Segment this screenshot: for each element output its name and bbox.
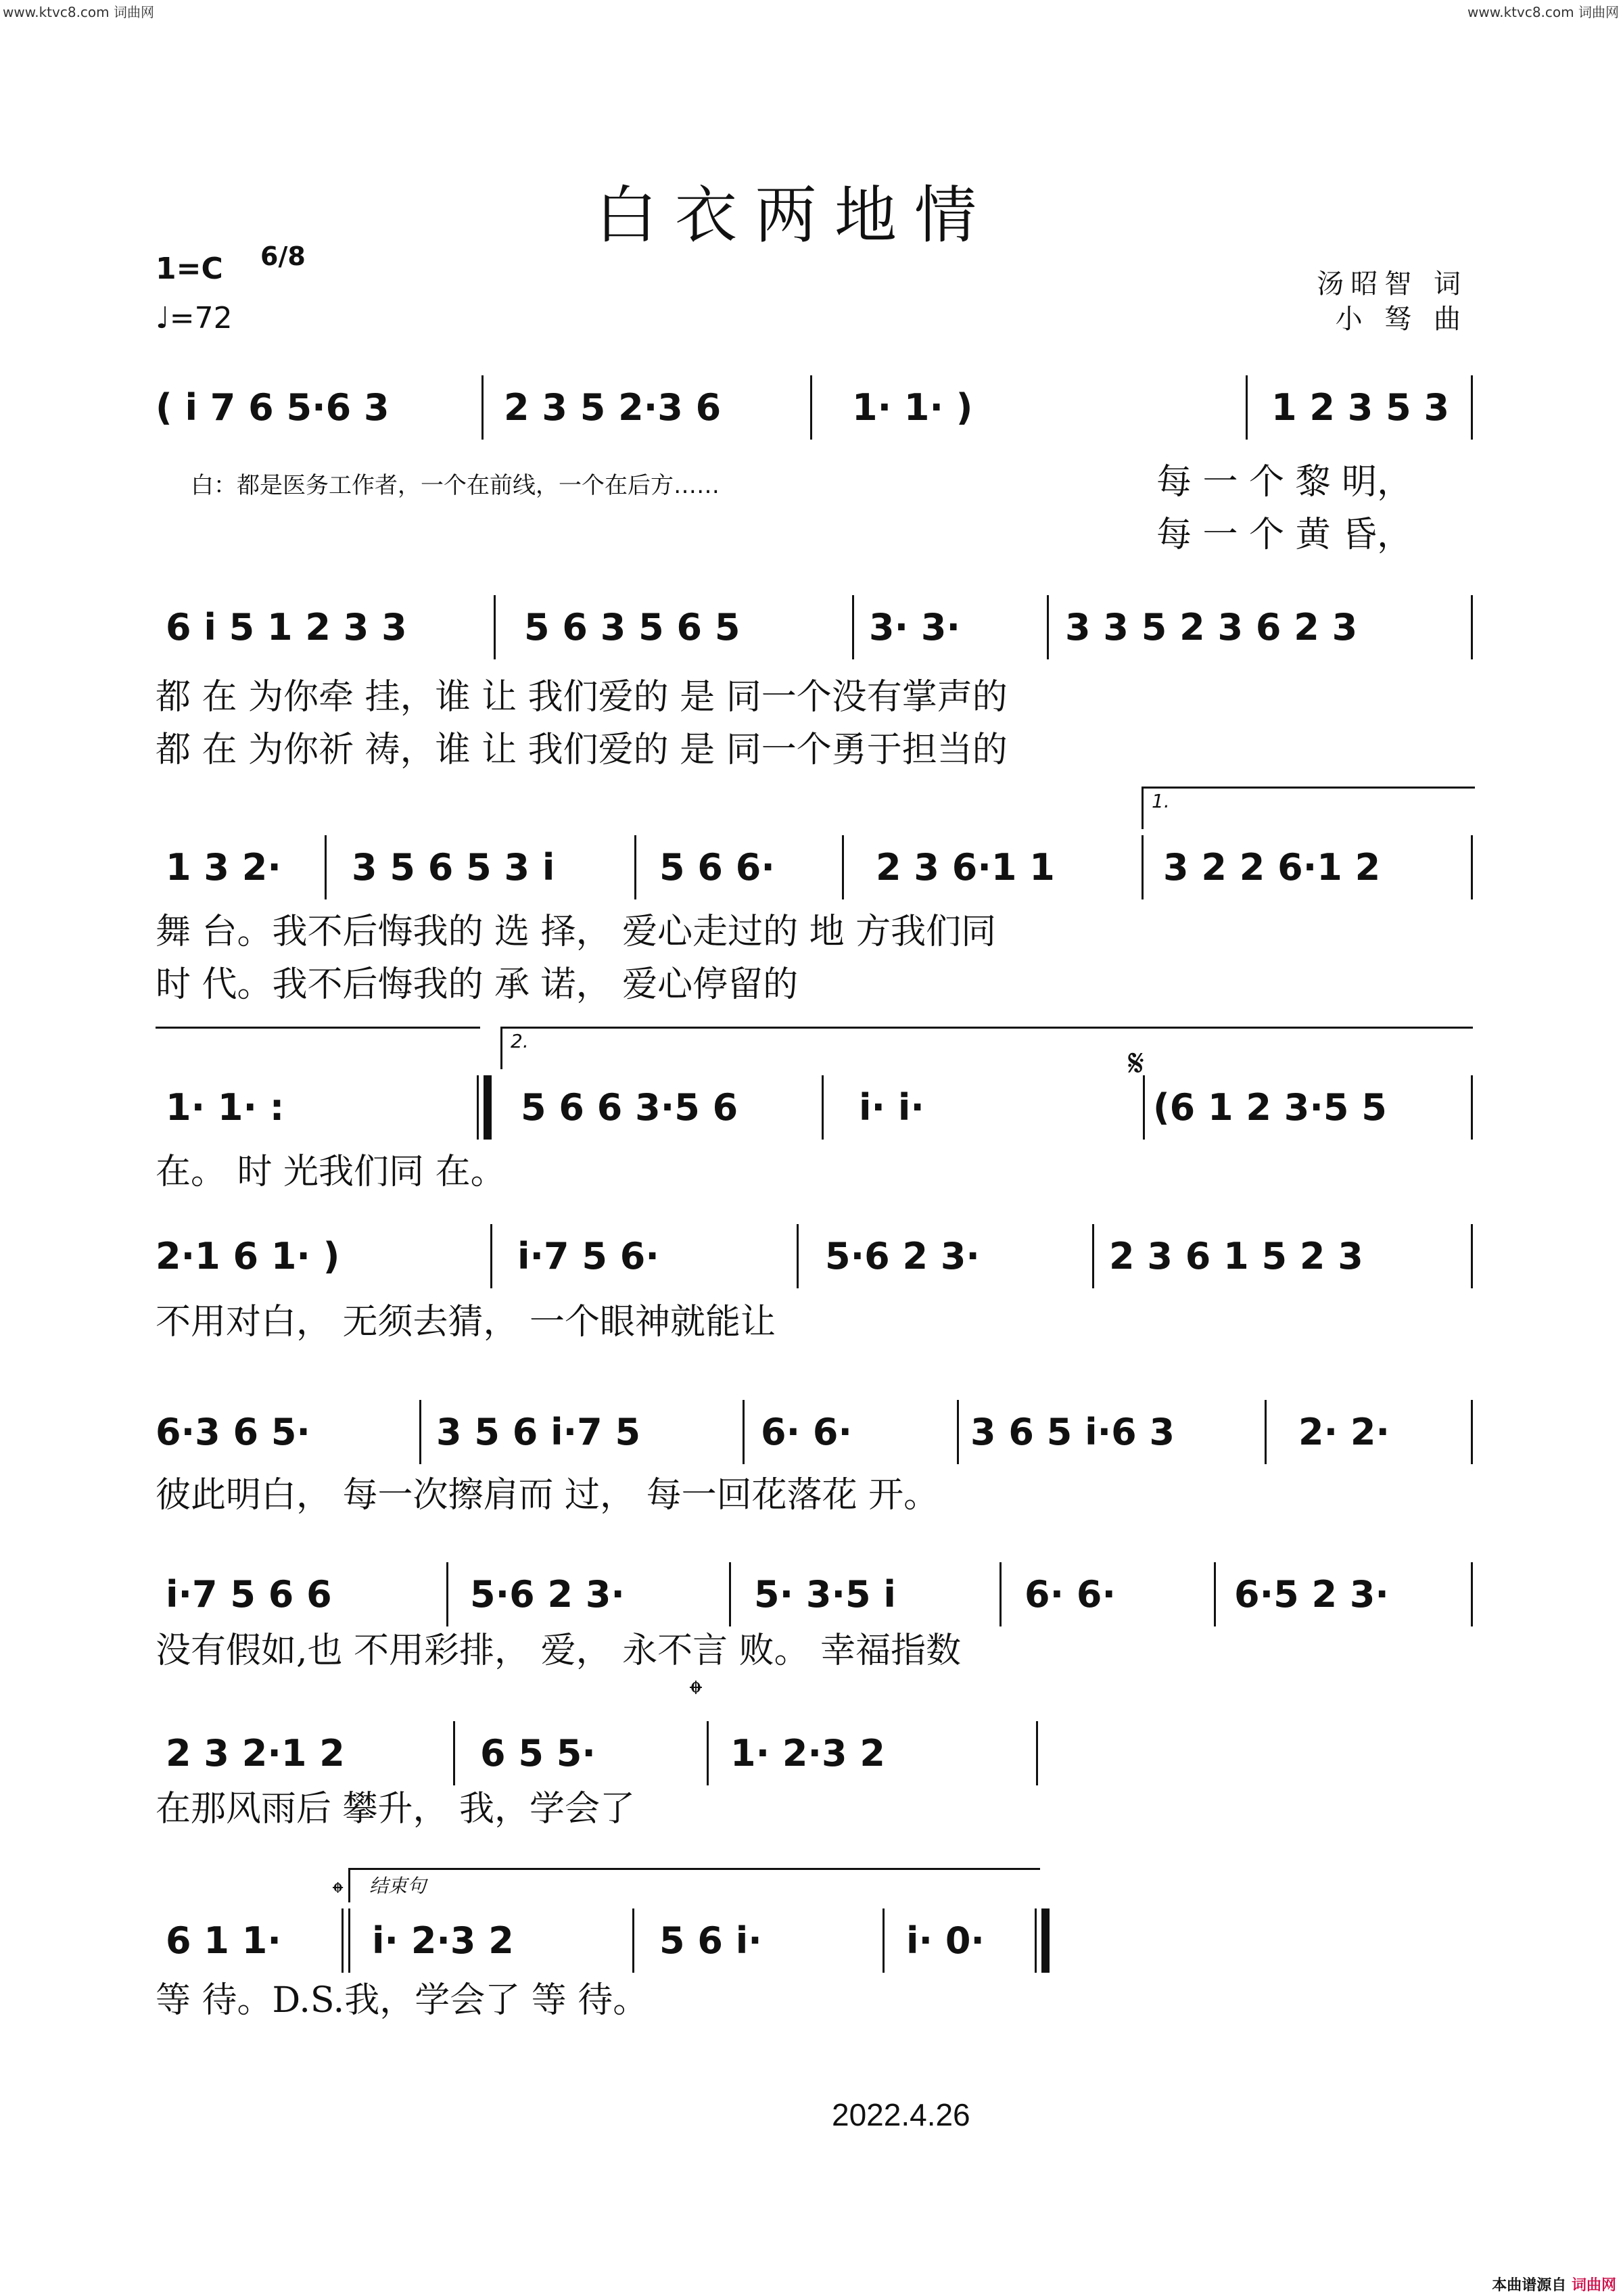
barline bbox=[1471, 1562, 1473, 1626]
final-barline bbox=[1035, 1908, 1037, 1973]
barline bbox=[490, 1224, 492, 1288]
tempo-mark: ♩=72 bbox=[156, 301, 233, 335]
measure-8-3: 1· 2·3 2 bbox=[730, 1732, 885, 1775]
measure-7-3: 5· 3·5 i bbox=[754, 1573, 896, 1616]
measure-4-4: (6 1 2 3·5 5 bbox=[1153, 1086, 1387, 1129]
measure-3-5: 3 2 2 6·1 2 bbox=[1163, 846, 1381, 889]
barline bbox=[999, 1562, 1002, 1626]
barline bbox=[1471, 835, 1473, 899]
measure-1-1: ( i 7 6 5·6 3 bbox=[156, 386, 390, 429]
lyric-line: 在。 时 光我们同 在。 bbox=[156, 1152, 506, 1192]
volta-1-bracket bbox=[1142, 787, 1475, 829]
measure-7-1: i·7 5 6 6 bbox=[166, 1573, 332, 1616]
measure-9-1: 6 1 1· bbox=[166, 1919, 281, 1962]
barline bbox=[453, 1721, 455, 1785]
ending-bracket bbox=[348, 1868, 1040, 1902]
coda-sign: 𝄌 bbox=[690, 1674, 702, 1714]
measure-4-2: 5 6 6 3·5 6 bbox=[521, 1086, 738, 1129]
measure-9-3: 5 6 i· bbox=[659, 1919, 762, 1962]
barline bbox=[1471, 1224, 1473, 1288]
page-title: 白衣两地情 bbox=[595, 179, 995, 252]
final-barline-thick bbox=[1041, 1908, 1050, 1973]
lyric-line: 不用对白， 无须去猜， 一个眼神就能让 bbox=[156, 1302, 776, 1342]
barline bbox=[1471, 1400, 1473, 1464]
barline bbox=[743, 1400, 745, 1464]
measure-2-3: 3· 3· bbox=[869, 606, 960, 649]
header-site-right: www.ktvc8.com 词曲网 bbox=[1467, 4, 1619, 20]
measure-6-3: 6· 6· bbox=[761, 1411, 852, 1453]
measure-4-3: i· i· bbox=[859, 1086, 924, 1129]
footer-brand bbox=[1492, 2274, 1616, 2295]
barline bbox=[1471, 1075, 1473, 1140]
measure-6-1: 6·3 6 5· bbox=[156, 1411, 310, 1453]
measure-2-2: 5 6 3 5 6 5 bbox=[524, 606, 740, 649]
barline bbox=[1265, 1400, 1267, 1464]
lyricist-credit: 汤昭智 词 bbox=[1317, 268, 1467, 300]
repeat-barline bbox=[477, 1075, 479, 1140]
lyric-line: 都 在 为你祈 祷，谁 让 我们爱的 是 同一个勇于担当的 bbox=[156, 730, 1008, 770]
measure-5-4: 2 3 6 1 5 2 3 bbox=[1109, 1235, 1363, 1278]
measure-3-1: 1 3 2· bbox=[166, 846, 281, 889]
barline bbox=[957, 1400, 959, 1464]
lyric-line: 舞 台。我不后悔我的 选 择， 爱心走过的 地 方我们同 bbox=[156, 912, 997, 952]
barline bbox=[1092, 1224, 1094, 1288]
barline bbox=[852, 595, 854, 659]
barline bbox=[419, 1400, 421, 1464]
measure-1-3: 1· 1· ) bbox=[852, 386, 973, 429]
ending-label: 结束句 bbox=[369, 1875, 427, 1897]
measure-7-5: 6·5 2 3· bbox=[1234, 1573, 1389, 1616]
barline bbox=[810, 375, 812, 440]
measure-2-1: 6 i 5 1 2 3 3 bbox=[166, 606, 407, 649]
barline bbox=[883, 1908, 885, 1973]
measure-6-5: 2· 2· bbox=[1298, 1411, 1390, 1453]
coda-sign: 𝄌 bbox=[333, 1876, 344, 1911]
barline bbox=[1471, 375, 1473, 440]
composer-credit: 小 驽 曲 bbox=[1335, 304, 1467, 335]
time-signature: 6/8 bbox=[260, 241, 306, 271]
measure-6-4: 3 6 5 i·6 3 bbox=[970, 1411, 1175, 1453]
lyric-line: 每 一 个 黄 昏， bbox=[1156, 515, 1413, 555]
measure-8-2: 6 5 5· bbox=[480, 1732, 596, 1775]
barline bbox=[1047, 595, 1049, 659]
narration-text: 白：都是医务工作者，一个在前线，一个在后方…… bbox=[191, 472, 720, 499]
measure-9-4: i· 0· bbox=[906, 1919, 985, 1962]
volta-1-continuation bbox=[156, 1027, 480, 1069]
lyric-line: 没有假如,也 不用彩排， 爱， 永不言 败。 幸福指数 bbox=[156, 1631, 962, 1671]
barline bbox=[842, 835, 844, 899]
barline bbox=[1036, 1721, 1038, 1785]
volta-2-bracket bbox=[500, 1027, 1473, 1069]
measure-3-4: 2 3 6·1 1 bbox=[876, 846, 1055, 889]
system-1 bbox=[156, 369, 1474, 456]
measure-8-1: 2 3 2·1 2 bbox=[166, 1732, 345, 1775]
barline bbox=[1246, 375, 1248, 440]
measure-5-1: 2·1 6 1· ) bbox=[156, 1235, 340, 1278]
barline bbox=[632, 1908, 634, 1973]
lyric-line: 都 在 为你牵 挂，谁 让 我们爱的 是 同一个没有掌声的 bbox=[156, 677, 1008, 718]
measure-4-1: 1· 1· : bbox=[166, 1086, 285, 1129]
measure-3-2: 3 5 6 5 3 i bbox=[352, 846, 555, 889]
barline bbox=[348, 1908, 350, 1973]
footer-site: 词曲网 bbox=[1571, 2277, 1616, 2294]
barline bbox=[1142, 835, 1144, 899]
barline bbox=[822, 1075, 824, 1140]
measure-5-3: 5·6 2 3· bbox=[825, 1235, 980, 1278]
measure-6-2: 3 5 6 i·7 5 bbox=[436, 1411, 641, 1453]
barline bbox=[494, 595, 496, 659]
lyric-line: 时 代。我不后悔我的 承 诺， 爱心停留的 bbox=[156, 964, 799, 1005]
lyric-line: 每 一 个 黎 明， bbox=[1156, 462, 1413, 502]
barline bbox=[729, 1562, 731, 1626]
barline bbox=[446, 1562, 448, 1626]
measure-7-2: 5·6 2 3· bbox=[470, 1573, 625, 1616]
barline bbox=[481, 375, 484, 440]
measure-2-4: 3 3 5 2 3 6 2 3 bbox=[1065, 606, 1358, 649]
measure-1-2: 2 3 5 2·3 6 bbox=[504, 386, 722, 429]
footer-source: 本曲谱源自 bbox=[1492, 2277, 1567, 2294]
barline bbox=[325, 835, 327, 899]
composition-date: 2022.4.26 bbox=[832, 2097, 970, 2132]
system-2 bbox=[156, 588, 1474, 676]
lyric-line: 等 待。D.S.我，学会了 等 待。 bbox=[156, 1980, 649, 2021]
barline bbox=[1214, 1562, 1216, 1626]
header-site-left: www.ktvc8.com 词曲网 bbox=[3, 4, 155, 20]
system-5 bbox=[156, 1217, 1474, 1305]
barline bbox=[342, 1908, 344, 1973]
measure-9-2: i· 2·3 2 bbox=[372, 1919, 514, 1962]
barline bbox=[634, 835, 636, 899]
segno-sign: 𝄋 bbox=[1128, 1041, 1145, 1085]
barline bbox=[1471, 595, 1473, 659]
volta-2-label: 2. bbox=[511, 1030, 529, 1052]
barline bbox=[707, 1721, 709, 1785]
measure-7-4: 6· 6· bbox=[1025, 1573, 1116, 1616]
repeat-barline-thick bbox=[484, 1075, 492, 1140]
measure-5-2: i·7 5 6· bbox=[517, 1235, 659, 1278]
lyric-line: 在那风雨后 攀升， 我，学会了 bbox=[156, 1789, 636, 1829]
volta-1-label: 1. bbox=[1152, 790, 1170, 812]
measure-1-4: 1 2 3 5 3 bbox=[1271, 386, 1450, 429]
key-signature: 1=C bbox=[156, 252, 223, 286]
measure-3-3: 5 6 6· bbox=[659, 846, 775, 889]
barline bbox=[797, 1224, 799, 1288]
lyric-line: 彼此明白， 每一次擦肩而 过， 每一回花落花 开。 bbox=[156, 1475, 939, 1516]
